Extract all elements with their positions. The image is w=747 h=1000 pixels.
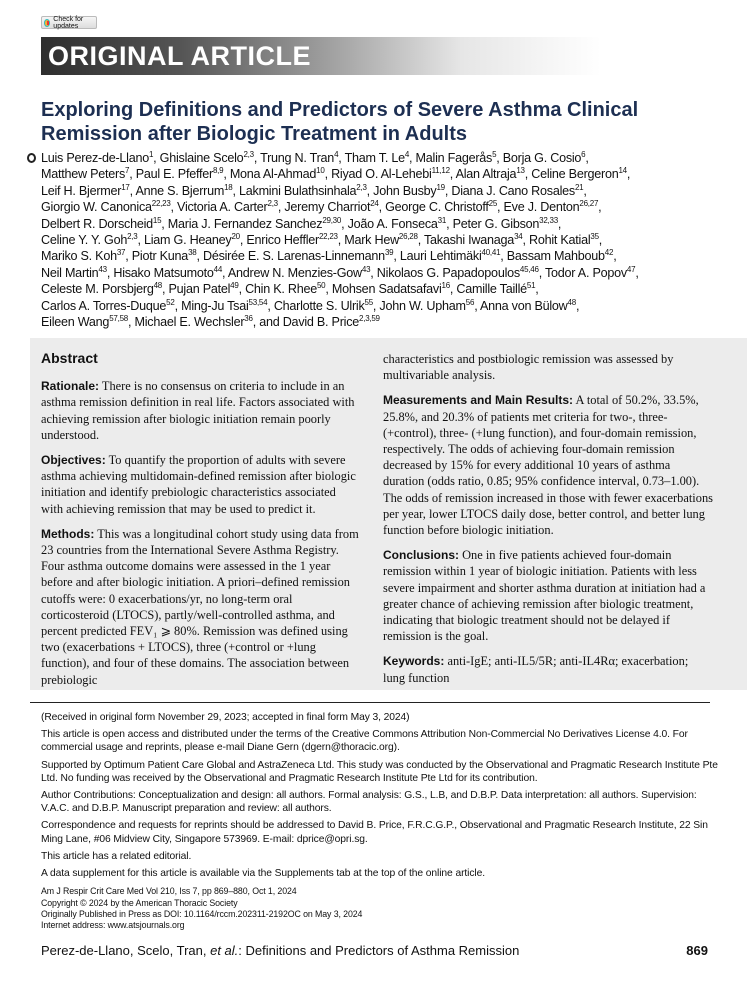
author-name: Borja G. Cosio [502, 151, 582, 165]
author-name: Désirée E. S. Larenas-Linnemann [202, 249, 385, 264]
check-for-updates-button[interactable] [41, 16, 97, 29]
author [377, 266, 539, 280]
abstract-text: characteristics and postbiologic remission was assessed by multivariable analysis. [383, 352, 674, 383]
author [41, 282, 162, 296]
author [456, 167, 525, 181]
author-name: Maria J. Fernandez Sanchez [167, 216, 323, 231]
author-affiliation: 22,23 [318, 231, 338, 241]
author-affiliation: 2,3 [243, 149, 254, 159]
author-name: Tham T. Le [344, 151, 405, 165]
author-affiliation: 2,3,59 [359, 313, 380, 323]
author [230, 167, 325, 181]
author-affiliation: 2,3 [267, 199, 278, 209]
author-name: Piotr Kuna [131, 249, 189, 264]
author [348, 217, 446, 231]
check-for-updates-label: Check for updates [53, 15, 84, 30]
abstract-label: Methods: [41, 526, 95, 541]
author [260, 151, 338, 165]
author-affiliation: 35 [590, 231, 599, 241]
author [507, 249, 613, 263]
author [239, 184, 367, 198]
author [132, 249, 197, 263]
author-affiliation: 49 [230, 281, 239, 291]
author-affiliation: 2,3 [356, 182, 367, 192]
author-name: Michael E. Wechsler [134, 315, 245, 330]
author-name: Diana J. Cano Rosales [451, 183, 575, 198]
author-affiliation: 50 [316, 281, 326, 291]
author-affiliation: 51 [526, 281, 536, 291]
author-name: Luis Perez-de-Llano [41, 151, 149, 165]
author-affiliation: 11,12 [431, 166, 450, 176]
author-name: Celine Bergeron [531, 167, 619, 182]
author [373, 184, 445, 198]
author-list [41, 150, 731, 330]
author-name: John W. Upham [379, 298, 466, 313]
author-affiliation: 26,28 [398, 231, 418, 241]
author [504, 200, 599, 214]
abstract-paragraph [41, 378, 359, 443]
author-name: Nikolaos G. Papadopoulos [376, 265, 520, 280]
author-name: Mohsen Sadatsafavi [331, 282, 442, 297]
author [169, 282, 239, 296]
author [400, 249, 500, 263]
author-name: Hisako Matsumoto [113, 265, 214, 280]
author [284, 200, 378, 214]
author-name: Neil Martin [41, 265, 99, 280]
author [41, 184, 130, 198]
author-affiliation: 52 [166, 297, 175, 307]
author-name: Celeste M. Porsbjerg [41, 282, 154, 297]
author-name: Celine Y. Y. Goh [41, 233, 128, 248]
author-affiliation: 29,30 [322, 215, 342, 225]
author-affiliation: 22,23 [151, 199, 171, 209]
author-affiliation: 4 [334, 149, 339, 159]
author-affiliation: 6 [581, 149, 586, 159]
author-affiliation: 34 [514, 231, 523, 241]
author-name: Bassam Mahboub [506, 249, 605, 264]
page-footer [41, 943, 708, 958]
author-line: Carlos A. Torres-Duque$^{52}$, Ming-Ju Tsai$^{53,54}$, Charlotte S. Ulrik$^{55}$, John W. Upham$^{56}$, Anna von Bülow$^{48}$, [41, 297, 580, 313]
author-name: Ghislaine Scelo [159, 151, 244, 165]
author-affiliation: 36 [244, 313, 253, 323]
author-name: Mariko S. Koh [41, 249, 117, 264]
author-line: Mariko S. Koh$^{37}$, Piotr Kuna$^{38}$, Désirée E. S. Larenas-Linnemann$^{39}$, Lauri Lehtimäki$^{40,41}$, Bassam Mahboub$^{42}$, [41, 248, 617, 264]
author-affiliation: 2,3 [127, 231, 138, 241]
abstract-heading: Abstract [41, 350, 98, 366]
abstract-right-column [383, 351, 713, 695]
author-name: Andrew N. Menzies-Gow [227, 265, 362, 280]
author-name: Riyad O. Al-Lehebi [331, 167, 432, 182]
author-name: Charlotte S. Ulrik [273, 298, 365, 313]
author [385, 200, 497, 214]
author-name: John Busby [373, 183, 437, 198]
footnote: (Received in original form November 29, 2023; accepted in final form May 3, 2024) [41, 712, 410, 723]
abstract-label: Conclusions: [383, 548, 460, 563]
author-name: Matthew Peters [41, 167, 125, 182]
author-name: Delbert R. Dorscheid [41, 216, 153, 231]
author-affiliation: 40,41 [481, 248, 501, 258]
divider [30, 702, 710, 703]
running-title: : Definitions and Predictors of Asthma Remission [238, 943, 520, 958]
abstract-paragraph [383, 392, 713, 538]
author-name: Enrico Heffler [246, 233, 319, 248]
author [456, 282, 535, 296]
author [135, 184, 232, 198]
author [331, 167, 450, 181]
footnote: This article has a related editorial. [41, 850, 192, 862]
author-name: Liam G. Heaney [143, 233, 232, 248]
author [160, 151, 254, 165]
author [41, 315, 128, 329]
author-line: Leif H. Bjermer$^{17}$, Anne S. Bjerrum$^{18}$, Lakmini Bulathsinhala$^{2,3}$, John Busby$^{19}$, Diana J. Cano Rosales$^{21}$, [41, 182, 587, 198]
author-name: João A. Fonseca [347, 216, 438, 231]
author [344, 233, 417, 247]
author-affiliation: 24 [370, 199, 379, 209]
author-name: Peter G. Gibson [452, 216, 540, 231]
author-name: Trung N. Tran [260, 151, 335, 165]
author-affiliation: 8,9 [212, 166, 224, 176]
author-affiliation: 19 [436, 182, 445, 192]
author-affiliation: 13 [516, 166, 525, 176]
author [332, 282, 450, 296]
citation-block [41, 886, 721, 931]
author-name: Lauri Lehtimäki [399, 249, 482, 264]
author [379, 299, 474, 313]
abstract-paragraph [383, 653, 713, 685]
citation-line: Am J Respir Crit Care Med Vol 210, Iss 7, pp 869–880, Oct 1, 2024 [41, 886, 297, 897]
article-type-banner [41, 37, 601, 75]
footnote: Correspondence and requests for reprints should be addressed to David B. Price, F.R.C.G.P., Observational and Pragmatic Research Institute, 22 Sin Ming Lane, #06 Midview City, Singapore 573969. E-mail: dprice@opri.sg. [41, 820, 708, 845]
footnotes [41, 711, 721, 931]
abstract-box [30, 338, 747, 690]
footnote: A data supplement for this article is available via the Supplements tab at the top of the online article. [41, 868, 485, 880]
author-affiliation: 1 [148, 149, 154, 159]
citation-line: Originally Published in Press as DOI: 10.1164/rccm.202311-2192OC on May 3, 2024 [41, 908, 363, 919]
author-name: George C. Christoff [385, 200, 489, 215]
author [228, 266, 370, 280]
abstract-label: Measurements and Main Results: [383, 393, 574, 408]
author-name: Mark Hew [344, 233, 399, 248]
author-name: Jeremy Charriot [284, 200, 371, 215]
abstract-left-column [41, 350, 359, 697]
author [41, 200, 171, 214]
author-affiliation: 53,54 [248, 297, 268, 307]
author-affiliation: 48 [153, 281, 162, 291]
footnote: This article is open access and distributed under the terms of the Creative Commons Attribution Non-Commercial No Derivatives License 4.0. For commercial usage and reprints, please e-mail Diane Gern (dgern@thoracic.org). [41, 729, 688, 754]
author-name: Eileen Wang [41, 315, 110, 330]
author-affiliation: 38 [188, 248, 197, 258]
footnote: Supported by Optimum Patient Care Global and AstraZeneca Ltd. This study was conducted by the Observational and Pragmatic Research Institute Pte Ltd. No funding was received by the Observational and Pragmatic Research Institute Pte Ltd for its contribution. [41, 759, 718, 784]
author-affiliation: 37 [116, 248, 126, 258]
author [41, 151, 153, 165]
author [136, 167, 224, 181]
author-affiliation: 10 [316, 166, 325, 176]
author [545, 266, 635, 280]
abstract-paragraph [41, 526, 359, 688]
author [345, 151, 409, 165]
author-line: Neil Martin$^{43}$, Hisako Matsumoto$^{44}$, Andrew N. Menzies-Gow$^{43}$, Nikolaos G. Papadopoulos$^{45,46}$, Todor A. Popov$^{47}$, [41, 264, 639, 280]
author-line: Celeste M. Porsbjerg$^{48}$, Pujan Patel$^{49}$, Chin K. Rhee$^{50}$, Mohsen Sadatsafavi$^{16}$, Camille Taillé$^{51}$, [41, 281, 539, 297]
author [451, 184, 583, 198]
abstract-label: Keywords: [383, 654, 445, 669]
article-type-label: ORIGINAL ARTICLE [48, 41, 311, 71]
author [453, 217, 558, 231]
author-name: Malin Fagerås [415, 151, 493, 165]
author [168, 217, 341, 231]
author-name: Camille Taillé [456, 282, 527, 297]
author-affiliation: 7 [125, 166, 130, 176]
author [41, 266, 107, 280]
abstract-text: This was a longitudinal cohort study using data from 23 countries from the International Severe Asthma Registry. Four asthma outcome domains were assessed in the 1 year before and after biologic initiation. A priori–defined remission cutoffs were: 0 exacerbations/yr, no long-term oral corticosteroid (LTOCS), partly/well-controlled asthma, and percent predicted FEV₁ ⩾ 80%. Remission was defined using two (exacerbations + LTOCS), three (+control or +lung function), and four of these domains. The association between prebiologic [41, 526, 359, 687]
footnote: Author Contributions: Conceptualization and design: all authors. Formal analysis: G.S., L.B, and D.B.P. Data interpretation: all authors. Supervision: V.A.C. and D.B.P. Manuscript preparation and review: all authors. [41, 790, 697, 815]
author [424, 233, 522, 247]
author [113, 266, 222, 280]
abstract-text: There is no consensus on criteria to include in an asthma remission definition in real life. Factors associated with achieving remission after biologic initiation remain poorly understood. [41, 379, 355, 442]
author-affiliation: 55 [364, 297, 373, 307]
abstract-text: A total of 50.2%, 33.5%, 25.8%, and 20.3% of patients met criteria for two-, three- (+control), three- (+lung function), and four-domain remission, respectively. The odds of achieving four-domain remission decreased by 15% for every additional 10 years of asthma duration (odds ratio, 0.85; 95% confidence interval, 0.73–1.00). The odds of remission increased in those with fewer exacerbations per year, lower LTOCS daily dose, better control, and better lung function before biologic initiation. [383, 393, 713, 538]
author [246, 233, 337, 247]
author [203, 249, 393, 263]
author-name: Takashi Iwanaga [423, 233, 515, 248]
author-affiliation: 18 [224, 182, 233, 192]
open-access-icon [27, 153, 36, 163]
running-etal: et al. [210, 943, 239, 958]
author [181, 299, 267, 313]
author-affiliation: 20 [231, 231, 240, 241]
author-line: Giorgio W. Canonica$^{22,23}$, Victoria A. Carter$^{2,3}$, Jeremy Charriot$^{24}$, George C. Christoff$^{25}$, Eve J. Denton$^{26,27}$, [41, 199, 602, 215]
author-affiliation: 45,46 [519, 264, 539, 274]
abstract-paragraph [383, 351, 713, 383]
author [177, 200, 278, 214]
author-affiliation: 44 [213, 264, 223, 274]
abstract-label: Objectives: [41, 453, 106, 468]
author-line: Delbert R. Dorscheid$^{15}$, Maria J. Fernandez Sanchez$^{29,30}$, João A. Fonseca$^{31}$, Peter G. Gibson$^{32,33}$, [41, 215, 562, 231]
abstract-paragraph [383, 547, 713, 644]
author-line: Celine Y. Y. Goh$^{2,3}$, Liam G. Heaney$^{20}$, Enrico Heffler$^{22,23}$, Mark Hew$^{26,28}$, Takashi Iwanaga$^{34}$, Rohit Katial$^{35}$, [41, 231, 603, 248]
author-name: Mona Al-Ahmad [229, 167, 317, 182]
author-affiliation: 32,33 [539, 215, 558, 225]
author [41, 217, 161, 231]
author-name: Victoria A. Carter [177, 200, 268, 215]
author-affiliation: 43 [98, 264, 107, 274]
author [41, 299, 175, 313]
author-affiliation: 17 [121, 182, 130, 192]
author-name: Carlos A. Torres-Duque [41, 298, 167, 313]
author-name: Chin K. Rhee [245, 282, 317, 297]
author [144, 233, 240, 247]
author-name: Anne S. Bjerrum [135, 183, 225, 198]
citation-line: Copyright © 2024 by the American Thoracic Society [41, 897, 238, 908]
author-affiliation: 57,58 [109, 313, 128, 323]
author [41, 167, 129, 181]
author-name: and David B. Price [259, 315, 360, 330]
author [274, 299, 373, 313]
author-affiliation: 48 [567, 297, 576, 307]
author-name: Eve J. Denton [503, 200, 580, 215]
author-name: Paul E. Pfeffer [135, 167, 213, 182]
author-name: Todor A. Popov [544, 265, 627, 280]
abstract-paragraph [41, 452, 359, 517]
abstract-text: To quantify the proportion of adults with severe asthma achieving multidomain-defined remission after biologic initiation and identify prebiologic characteristics associated with achieving remission that may be used to predict it. [41, 453, 356, 516]
author [41, 249, 125, 263]
abstract-label: Rationale: [41, 379, 100, 394]
running-head [41, 943, 519, 958]
abstract-text: One in five patients achieved four-domain remission within 1 year of biologic initiation. Patients with less severe impairment and shorter asthma duration at initiation had a greater chance of achieving remission after biologic treatment, indicating that biologic treatment should not be delayed if remission is the goal. [383, 548, 706, 644]
page-number: 869 [686, 943, 708, 958]
author-name: Giorgio W. Canonica [41, 200, 152, 215]
author [416, 151, 497, 165]
author-affiliation: 14 [618, 166, 627, 176]
author [245, 282, 325, 296]
author-affiliation: 39 [384, 248, 394, 258]
running-authors: Perez-de-Llano, Scelo, Tran, [41, 943, 211, 958]
author [41, 233, 137, 247]
author-affiliation: 56 [465, 297, 475, 307]
author [531, 167, 627, 181]
author-line: Matthew Peters$^7$, Paul E. Pfeffer$^{8,9}$, Mona Al-Ahmad$^{10}$, Riyad O. Al-Lehebi$^{11,12}$, Alan Altraja$^{13}$, Celine Bergeron$^{14}$, [41, 166, 631, 182]
article-title: Exploring Definitions and Predictors of Severe Asthma Clinical Remission after Biologic Treatment in Adults [41, 99, 639, 145]
author-name: Anna von Bülow [480, 298, 568, 313]
author-name: Leif H. Bjermer [41, 183, 122, 198]
author-affiliation: 4 [404, 149, 410, 159]
author-name: Lakmini Bulathsinhala [239, 183, 357, 198]
author-affiliation: 5 [492, 149, 497, 159]
author [134, 315, 252, 329]
author-line: Luis Perez-de-Llano$^1$, Ghislaine Scelo$^{2,3}$, Trung N. Tran$^4$, Tham T. Le$^4$, Malin Fagerås$^5$, Borja G. Cosio$^6$, [41, 149, 589, 165]
author-affiliation: 43 [361, 264, 371, 274]
author [480, 299, 576, 313]
author-affiliation: 31 [437, 215, 447, 225]
author [529, 233, 599, 247]
author-line: Eileen Wang$^{57,58}$, Michael E. Wechsler$^{36}$, and David B. Price$^{2,3,59}$ [41, 313, 380, 330]
citation-line: Internet address: www.atsjournals.org [41, 920, 185, 931]
author [503, 151, 586, 165]
author-name: Ming-Ju Tsai [181, 298, 249, 313]
author-name: Pujan Patel [168, 282, 231, 297]
abstract-text: anti-IgE; anti-IL5/5R; anti-IL4Rα; exacerbation; lung function [383, 654, 689, 685]
author-affiliation: 15 [152, 215, 162, 225]
bookmark-icon [44, 19, 50, 27]
author-affiliation: 47 [626, 264, 636, 274]
author-affiliation: 26,27 [579, 199, 599, 209]
author-affiliation: 25 [488, 199, 498, 209]
author-name: Rohit Katial [528, 233, 591, 248]
author-affiliation: 21 [574, 182, 584, 192]
author-affiliation: 42 [604, 248, 614, 258]
author [259, 315, 380, 329]
author-name: Alan Altraja [455, 167, 517, 182]
author-affiliation: 16 [441, 281, 450, 291]
